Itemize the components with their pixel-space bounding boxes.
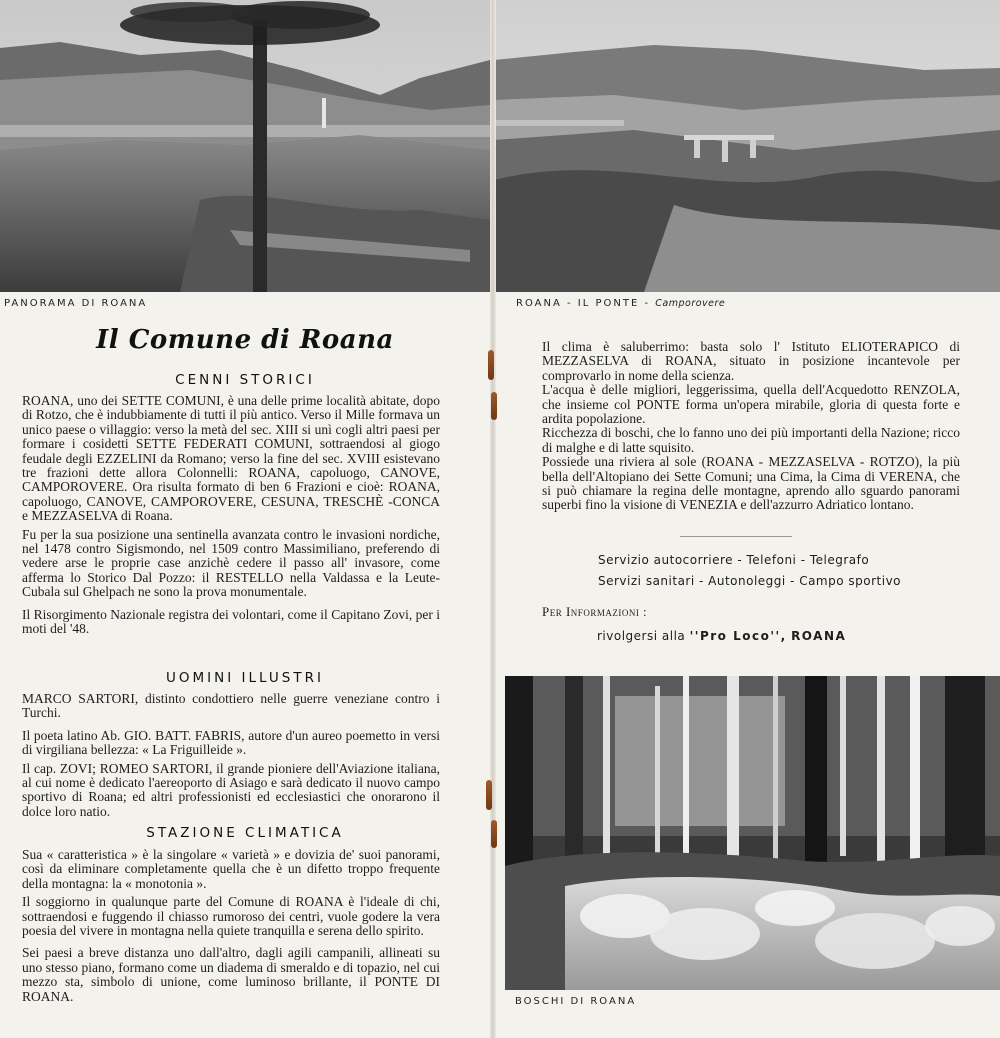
contact-town: ROANA: [791, 629, 847, 643]
history-paragraph-1: ROANA, uno dei SETTE COMUNI, è una delle prime località abitate, dopo di Rotzo, che è indubbiamente di tutti il più antico. Verso il Mille formava un unico paese o villaggio: verso la metà del sec. XIII si unì cogli altri paesi per formare i cosidetti SETTE FEDERATI COMUNI, sottraendosi al giogo feudale degli EZZELINI da Romano; verso la fine del sec. XVIII esistevano tre frazioni dette allora Colonnelli: ROANA, capoluogo, CANOVE, CAMPOROVERE. Ora risulta formato di ben 6 Frazioni e cioè: ROANA, capoluogo, CANOVE, CAMPOROVERE, CESUNA, TRESCHÈ -CONCA e MEZZASELVA di Roana.: [22, 393, 440, 524]
climate-paragraph-3: Sei paesi a breve distanza uno dall'altro, dagli agili campanili, allineati su uno stesso piano, formano come un diadema di smeraldo e di topazio, nel cui mezzo sta, simbolo di unione, come luminoso brillante, il PONTE DI ROANA.: [22, 945, 440, 1004]
woods-caption: [515, 996, 636, 1007]
bridge-caption-sub: Camporovere: [655, 298, 726, 309]
contact-line: [597, 629, 846, 643]
climate-institute-paragraph: Il clima è saluberrimo: basta solo l' Istituto ELIOTERAPICO di MEZZASELVA di ROANA, situato in posizione incantevole per comprovarlo in nome della scienza.: [542, 339, 960, 383]
woods-paragraph: Ricchezza di boschi, che lo fanno uno dei più importanti della Nazione; ricco di malghe e di latte squisito.: [542, 425, 960, 455]
history-paragraph-2: Fu per la sua posizione una sentinella avanzata contro le invasioni nordiche, nel 1478 contro Sigismondo, nel 1509 contro Massimiliano, preferendo di vedere arse le proprie case anzichè cedere il passo all' invasore, come afferma lo Storico Dal Pozzo: il RESTELLO nella Valdassa e la Leute-Cubala sul Ghelpach ne sono la prova monumentale.: [22, 526, 440, 600]
people-paragraph-2: Il poeta latino Ab. GIO. BATT. FABRIS, autore d'un aureo poemetto in versi di virgiliana bellezza: « La Friguilleide ».: [22, 727, 440, 758]
contact-prefix: rivolgersi alla: [597, 629, 686, 643]
climate-paragraph-2: Il soggiorno in qualunque parte del Comune di ROANA è l'ideale di chi, sottraendosi e fuggendo il chiasso rumoroso dei centri, vuole godere la vera poesia del vivere in montagna nella quiete tranquilla e serena dello spirito.: [22, 894, 440, 939]
page-title: Il Comune di Roana: [96, 325, 394, 355]
riviera-paragraph: Possiede una riviera al sole (ROANA - MEZZASELVA - ROTZO), la più bella dell'Altopiano dei Sette Comuni; una Cima, la Cima di VERENA, che si può chiamare la regina delle montagne, aprendo allo sguardo panorami superbi fino la visione di VENEZIA e dell'azzurro Adriatico lontano.: [542, 454, 960, 513]
panorama-caption-text: PANORAMA DI ROANA: [4, 298, 148, 309]
woods-photo: [505, 676, 1000, 990]
panorama-photo: [0, 0, 490, 292]
contact-organization: ''Pro Loco'',: [689, 629, 787, 643]
panorama-caption: [4, 298, 147, 309]
section-heading-people: UOMINI ILLUSTRI: [166, 670, 324, 686]
services-line-1: Servizio autocorriere - Telefoni - Telegrafo: [598, 553, 870, 567]
section-heading-history: CENNI STORICI: [175, 372, 315, 388]
services-line-2: Servizi sanitari - Autonoleggi - Campo sportivo: [598, 574, 902, 588]
staple-bottom-2: [491, 820, 497, 848]
water-paragraph: L'acqua è delle migliori, leggerissima, quella dell'Acquedotto RENZOLA, che insieme col PONTE forma un'opera mirabile, gloria di questa forte e ardita popolazione.: [542, 382, 960, 427]
center-fold: [490, 0, 496, 1038]
bridge-photo: [494, 0, 1000, 292]
people-text: [22, 692, 440, 823]
history-paragraph-3: Il Risorgimento Nazionale registra dei volontari, come il Capitano Zovi, per i moti del '48.: [22, 606, 440, 637]
divider: [680, 536, 792, 537]
history-text: [22, 394, 440, 641]
staple-bottom: [486, 780, 492, 810]
people-paragraph-3: Il cap. ZOVI; ROMEO SARTORI, il grande pioniere dell'Aviazione italiana, al cui nome è dedicato l'aereoporto di Asiago e sarà dedicato il nuovo campo sportivo di Roana; ed altri professionisti ed ecclesiastici che onorarono il dolce loro natio.: [22, 760, 440, 819]
climate-text: [22, 848, 440, 1008]
right-text: [542, 340, 960, 513]
staple-top-2: [491, 392, 497, 420]
climate-paragraph-1: Sua « caratteristica » è la singolare « varietà » e dovizia de' suoi panorami, così da eliminare completamente quella che è un difetto troppo frequente della montagna: la « monotonia ».: [22, 847, 440, 891]
bridge-caption: [516, 298, 725, 309]
bridge-caption-text: ROANA - IL PONTE -: [516, 298, 651, 309]
woods-caption-text: BOSCHI DI ROANA: [515, 996, 637, 1007]
info-label: Per Informazioni :: [542, 604, 648, 619]
people-paragraph-1: MARCO SARTORI, distinto condottiero nelle guerre veneziane contro i Turchi.: [22, 691, 440, 721]
section-heading-climate: STAZIONE CLIMATICA: [146, 825, 344, 841]
